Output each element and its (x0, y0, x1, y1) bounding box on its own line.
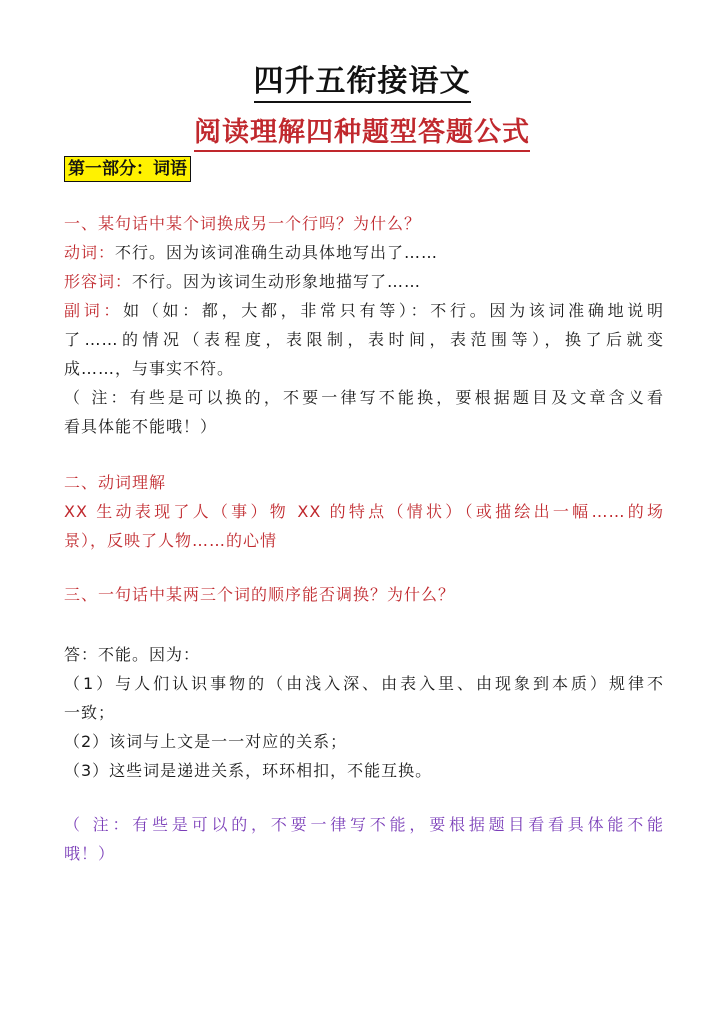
adverb-line-1 (64, 296, 664, 325)
verb-line (64, 238, 664, 267)
page-title-text: 四升五衔接语文 (254, 64, 471, 103)
section-label: 第一部分：词语 (64, 156, 191, 182)
reason-three: （3）这些词是递进关系，环环相扣，不能互换。 (64, 761, 433, 780)
question-two-block (64, 468, 664, 555)
question-two-heading: 二、动词理解 (64, 473, 167, 492)
note-one-line-2: 看具体能不能哦！） (64, 417, 218, 436)
page-title (0, 56, 724, 100)
adverb-text-3: 成……，与事实不符。 (64, 359, 235, 378)
page-subtitle-text: 阅读理解四种题型答题公式 (194, 117, 530, 152)
answer-intro: 答：不能。因为： (64, 645, 201, 664)
adjective-line (64, 267, 664, 296)
question-two-text-2: 景），反映了人物……的心情 (64, 531, 278, 550)
verb-text: 不行。因为该词准确生动具体地写出了…… (115, 243, 439, 262)
note-three-line-2: 哦！） (64, 844, 116, 863)
question-one-block (64, 209, 664, 441)
page-subtitle (0, 110, 724, 149)
question-one-heading: 一、某句话中某个词换成另一个行吗？为什么？ (64, 214, 422, 233)
question-two-text-1: XX 生动表现了人（事）物 XX 的特点（情状）（或描绘出一幅……的场 (64, 502, 664, 521)
adjective-text: 不行。因为该词生动形象地描写了…… (132, 272, 422, 291)
reason-two: （2）该词与上文是一一对应的关系； (64, 732, 348, 751)
adverb-text-1: 如（如：都，大都，非常只有等）：不行。因为该词准确地说明 (123, 301, 664, 320)
reason-one-line-1: （1）与人们认识事物的（由浅入深、由表入里、由现象到本质）规律不 (64, 674, 664, 693)
adverb-text-2: 了……的情况（表程度，表限制，表时间，表范围等），换了后就变 (64, 330, 664, 349)
adjective-label: 形容词： (64, 272, 133, 291)
adverb-label: 副词： (64, 301, 124, 320)
reason-one-line-2: 一致； (64, 703, 116, 722)
question-three-answer-block (64, 640, 664, 785)
question-three-note-block (64, 810, 664, 868)
question-three-heading: 三、一句话中某两三个词的顺序能否调换？为什么？ (64, 585, 456, 604)
verb-label: 动词： (64, 243, 116, 262)
note-one-line-1: （ 注：有些是可以换的，不要一律写不能换，要根据题目及文章含义看 (64, 388, 664, 407)
question-three-heading-block (64, 580, 664, 609)
note-three-line-1: （ 注：有些是可以的，不要一律写不能，要根据题目看看具体能不能 (64, 815, 664, 834)
